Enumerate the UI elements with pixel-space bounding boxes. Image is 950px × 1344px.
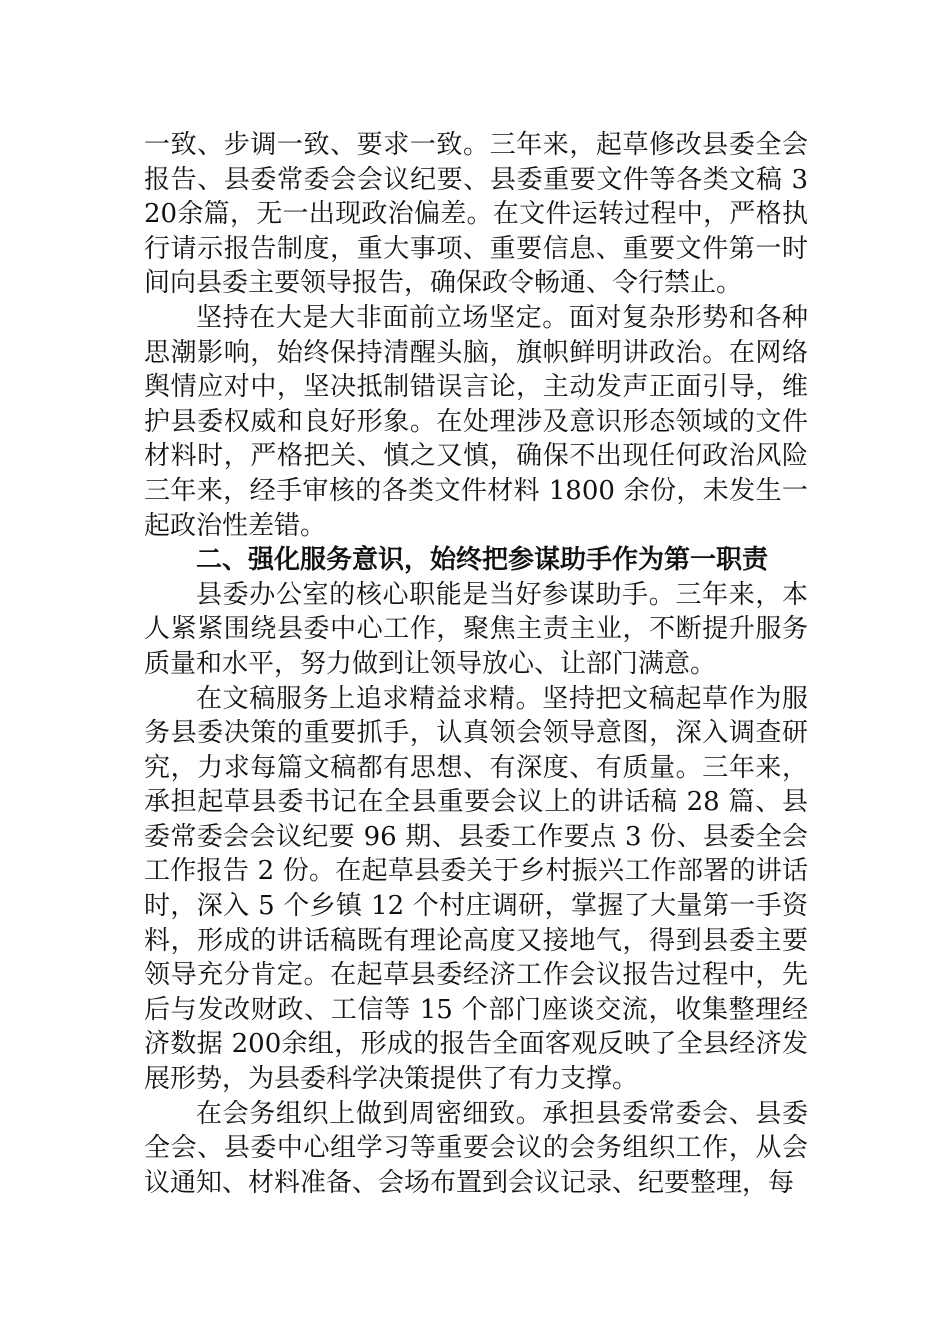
paragraph-5: 在会务组织上做到周密细致。承担县委常委会、县委全会、县委中心组学习等重要会议的会务组织工作，从会议通知、材料准备、会场布置到会议记录、纪要整理，每 <box>144 1098 808 1198</box>
document-body <box>144 128 808 1200</box>
paragraph-1: 一致、步调一致、要求一致。三年来，起草修改县委全会报告、县委常委会会议纪要、县委重要文件等各类文稿 320余篇，无一出现政治偏差。在文件运转过程中，严格执行请示报告制度，重大事项、重要信息、重要文件第一时间向县委主要领导报告，确保政令畅通、令行禁止。 <box>144 130 808 299</box>
paragraph-2: 坚持在大是大非面前立场坚定。面对复杂形势和各种思潮影响，始终保持清醒头脑，旗帜鲜明讲政治。在网络舆情应对中，坚决抵制错误言论，主动发声正面引导，维护县委权威和良好形象。在处理涉及意识形态领域的文件材料时，严格把关、慎之又慎，确保不出现任何政治风险三年来，经手审核的各类文件材料 1800 余份，未发生一起政治性差错。 <box>144 302 808 541</box>
paragraph-3: 县委办公室的核心职能是当好参谋助手。三年来，本人紧紧围绕县委中心工作，聚焦主责主业，不断提升服务质量和水平，努力做到让领导放心、让部门满意。 <box>144 579 808 679</box>
section-heading: 二、强化服务意识，始终把参谋助手作为第一职责 <box>196 545 769 576</box>
paragraph-4: 在文稿服务上追求精益求精。坚持把文稿起草作为服务县委决策的重要抓手，认真领会领导意图，深入调查研究，力求每篇文稿都有思想、有深度、有质量。三年来，承担起草县委书记在全县重要会议上的讲话稿 28 篇、县委常委会会议纪要 96 期、县委工作要点 3 份、县委全会工作报告 2 份。在起草县委关于乡村振兴工作部署的讲话时，深入 5 个乡镇 12 个村庄调研，掌握了大量第一手资料，形成的讲话稿既有理论高度又接地气，得到县委主要领导充分肯定。在起草县委经济工作会议报告过程中，先后与发改财政、工信等 15 个部门座谈交流，收集整理经济数据 200余组，形成的报告全面客观反映了全县经济发展形势，为县委科学决策提供了有力支撑。 <box>144 683 808 1095</box>
